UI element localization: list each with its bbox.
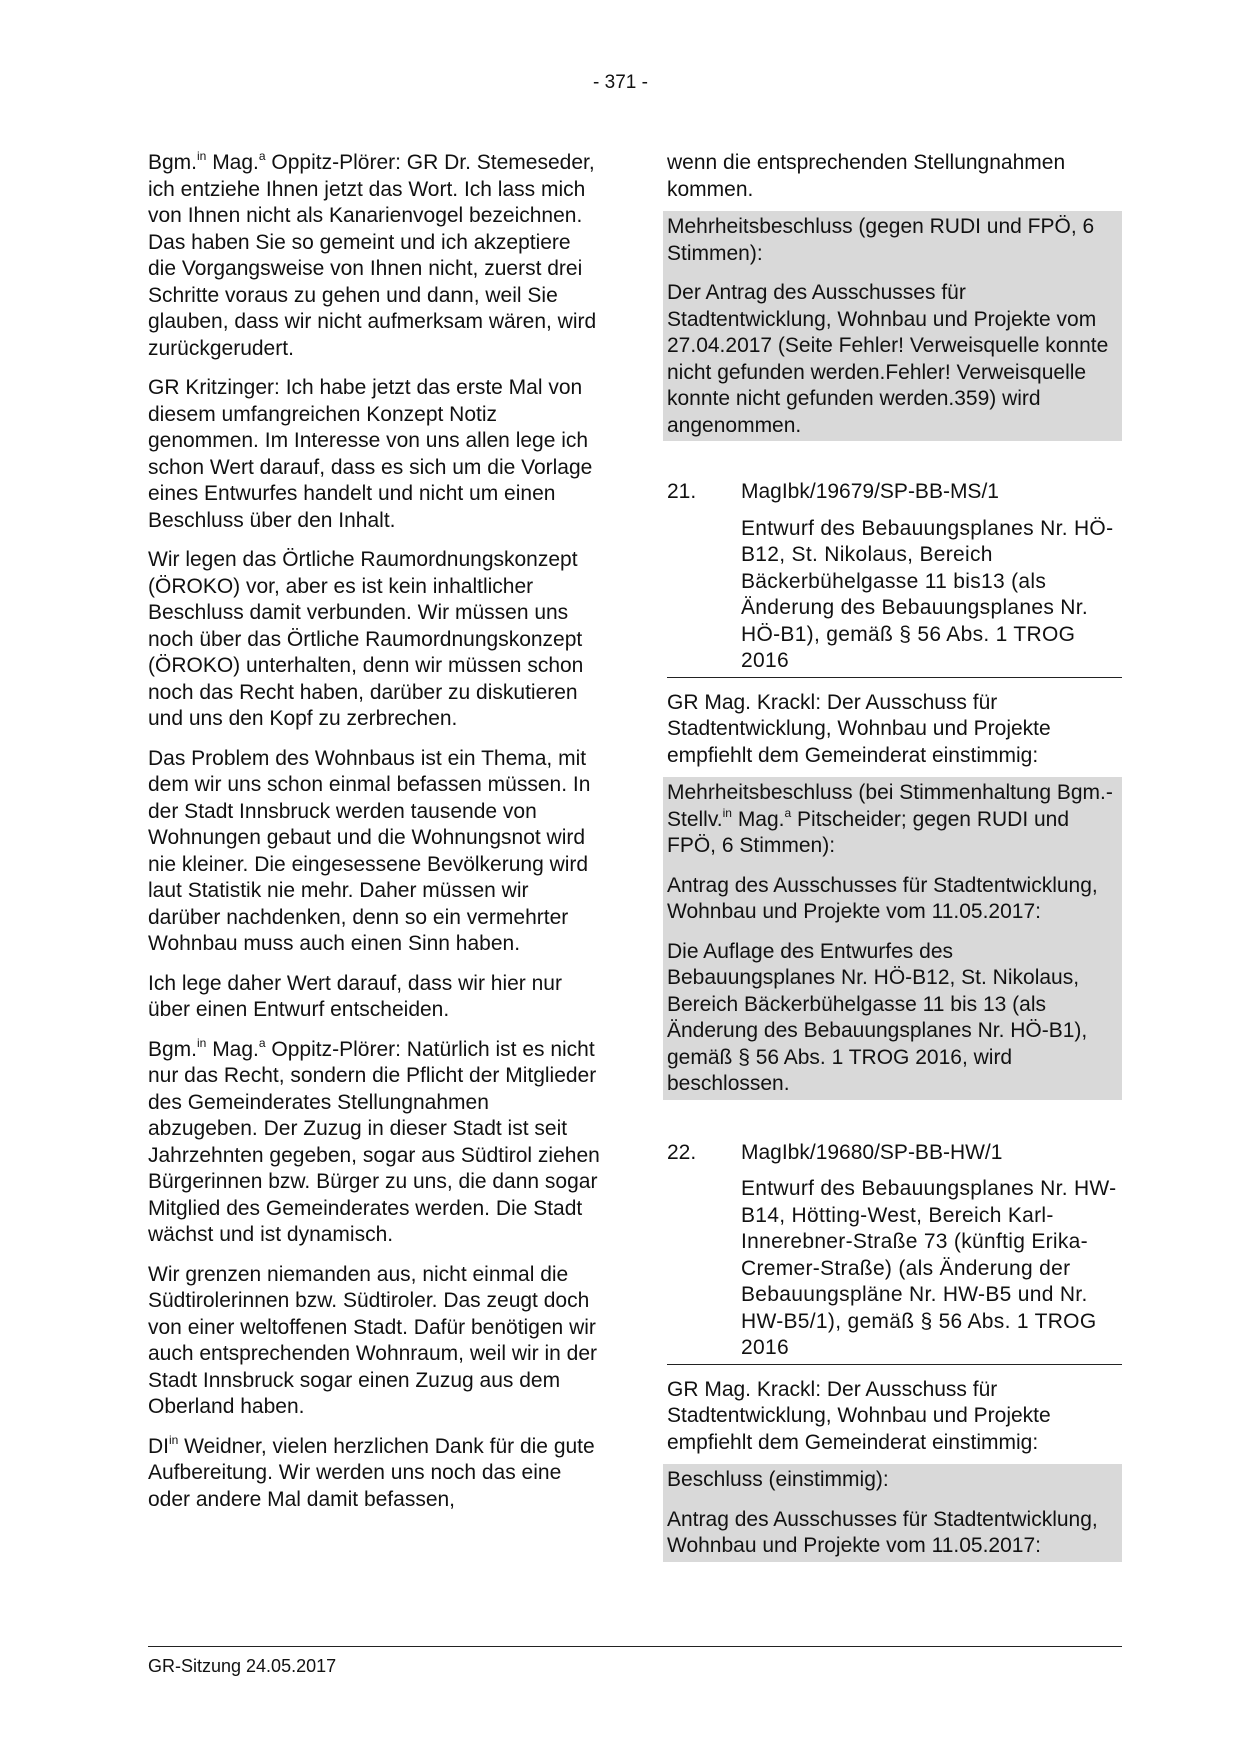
footer-rule bbox=[148, 1646, 1122, 1647]
resolution-block-22 bbox=[667, 1464, 1122, 1562]
page-number: - 371 - bbox=[593, 72, 648, 93]
footer-text: GR-Sitzung 24.05.2017 bbox=[148, 1656, 337, 1676]
left-column bbox=[148, 150, 603, 1526]
paragraph-weidner: $DI^{in}$ Weidner, vielen herzlichen Dank für die gute Aufbereitung. Wir werden uns noch das eine oder andere Mal damit befassen, bbox=[148, 1432, 595, 1511]
right-column bbox=[667, 150, 1122, 1575]
paragraph-suedtirol: Wir grenzen niemanden aus, nicht einmal die Südtirolerinnen bzw. Südtiroler. Das zeugt doch von einer weltoffenen Stadt. Dafür benötigen wir auch entsprechenden Wohnraum, weil wir in der Stadt Innsbruck sogar einen Zuzug aus dem Oberland haben. bbox=[148, 1262, 598, 1418]
committee-report-22: GR Mag. Krackl: Der Ausschuss für Stadtentwicklung, Wohnbau und Projekte empfiehlt dem Gemeinderat einstimmig: bbox=[667, 1377, 1051, 1454]
committee-report-21: GR Mag. Krackl: Der Ausschuss für Stadtentwicklung, Wohnbau und Projekte empfiehlt dem Gemeinderat einstimmig: bbox=[667, 690, 1051, 767]
item-reference: MagIbk/19680/SP-BB-HW/1 bbox=[741, 1140, 1003, 1164]
paragraph-continuation: wenn die entsprechenden Stellungnahmen kommen. bbox=[667, 151, 1066, 201]
resolution-block-20 bbox=[667, 211, 1122, 441]
paragraph-wohnbau: Das Problem des Wohnbaus ist ein Thema, mit dem wir uns schon einmal befassen müssen. In der Stadt Innsbruck werden tausende von Wohnungen gebaut und die Wohnungsnot wird nie kleiner. Die eingesessene Bevölkerung wird laut Statistik nie mehr. Daher müssen wir darüber nachdenken, denn so ein vermehrter Wohnbau muss auch einen Sinn haben. bbox=[148, 746, 591, 955]
paragraph-entwurf: Ich lege daher Wert darauf, dass wir hier nur über einen Entwurf entscheiden. bbox=[148, 971, 562, 1021]
resolution-text: Die Auflage des Entwurfes des Bebauungsplanes Nr. HÖ-B12, St. Nikolaus, Bereich Bäckerbühelgasse 11 bis 13 (als Änderung des Bebauungsplanes Nr. HÖ-B1), gemäß § 56 Abs. 1 TROG 2016, wird beschlossen. bbox=[663, 936, 1122, 1100]
paragraph-oeroko: Wir legen das Örtliche Raumordnungskonzept (ÖROKO) vor, aber es ist kein inhaltlicher Beschluss damit verbunden. Wir müssen uns noch über das Örtliche Raumordnungskonzept (ÖROKO) unterhalten, denn wir müssen schon noch das Recht haben, darüber zu diskutieren und uns den Kopf zu zerbrechen. bbox=[148, 548, 584, 730]
item-title: Entwurf des Bebauungsplanes Nr. HW-B14, Hötting-West, Bereich Karl-Innerebner-Straße 73 (künftig Erika-Cremer-Straße) (als Änderung der Bebauungspläne Nr. HW-B5 und Nr. HW-B5/1), gemäß § 56 Abs. 1 TROG 2016 bbox=[741, 1177, 1117, 1359]
item-number: 21. bbox=[667, 480, 697, 503]
resolution-vote: Mehrheitsbeschluss (gegen RUDI und FPÖ, 6 Stimmen): bbox=[663, 211, 1122, 277]
item-title: Entwurf des Bebauungsplanes Nr. HÖ-B12, St. Nikolaus, Bereich Bäckerbühelgasse 11 bis13 (als Änderung des Bebauungsplanes Nr. HÖ-B1), gemäß § 56 Abs. 1 TROG 2016 bbox=[741, 516, 1114, 672]
paragraph-oppitz-ploerer-1: Bgm.$^{in}$ Mag.$^a$ Oppitz-Plörer: GR Dr. Stemeseder, ich entziehe Ihnen jetzt das Wort. Ich lass mich von Ihnen nicht als Kanarienvogel bezeichnen. Das haben Sie so gemeint und ich akzeptiere die Vorgangsweise von Ihnen nicht, zuerst drei Schritte voraus zu gehen und dann, weil Sie glauben, dass wir nicht aufmerksam wären, wird zurückgerudert. bbox=[148, 149, 597, 360]
resolution-text: Der Antrag des Ausschusses für Stadtentwicklung, Wohnbau und Projekte vom 27.04.2017 (Seite Fehler! Verweisquelle konnte nicht gefunden werden.Fehler! Verweisquelle konnte nicht gefunden werden.359) wird angenommen. bbox=[663, 277, 1122, 441]
agenda-item-21 bbox=[667, 479, 1122, 506]
item-reference: MagIbk/19679/SP-BB-MS/1 bbox=[741, 480, 999, 503]
item-21-title-block bbox=[667, 516, 1122, 678]
resolution-motion: Antrag des Ausschusses für Stadtentwicklung, Wohnbau und Projekte vom 11.05.2017: bbox=[663, 1504, 1122, 1562]
resolution-vote: Mehrheitsbeschluss (bei Stimmenhaltung Bgm.-Stellv.$^{in}$ Mag.$^a$ Pitscheider; gegen RUDI und FPÖ, 6 Stimmen): bbox=[663, 777, 1122, 870]
item-22-title-block bbox=[667, 1176, 1122, 1365]
item-number: 22. bbox=[667, 1140, 697, 1164]
resolution-vote: Beschluss (einstimmig): bbox=[663, 1464, 1122, 1504]
resolution-block-21 bbox=[667, 777, 1122, 1100]
paragraph-kritzinger: GR Kritzinger: Ich habe jetzt das erste Mal von diesem umfangreichen Konzept Notiz genommen. Im Interesse von uns allen lege ich schon Wert darauf, dass es sich um die Vorlage eines Entwurfes handelt und nicht um einen Beschluss über den Inhalt. bbox=[148, 376, 593, 532]
agenda-item-22 bbox=[667, 1140, 1122, 1167]
paragraph-oppitz-ploerer-2: Bgm.$^{in}$ Mag.$^a$ Oppitz-Plörer: Natürlich ist es nicht nur das Recht, sondern die Pflicht der Mitglieder des Gemeinderates Stellungnahmen abzugeben. Der Zuzug in dieser Stadt ist seit Jahrzehnten gegeben, sogar aus Südtirol ziehen Bürgerinnen bzw. Bürger zu uns, die dann sogar Mitglied des Gemeinderates werden. Die Stadt wächst und ist dynamisch. bbox=[148, 1035, 600, 1246]
resolution-motion: Antrag des Ausschusses für Stadtentwicklung, Wohnbau und Projekte vom 11.05.2017: bbox=[663, 870, 1122, 936]
